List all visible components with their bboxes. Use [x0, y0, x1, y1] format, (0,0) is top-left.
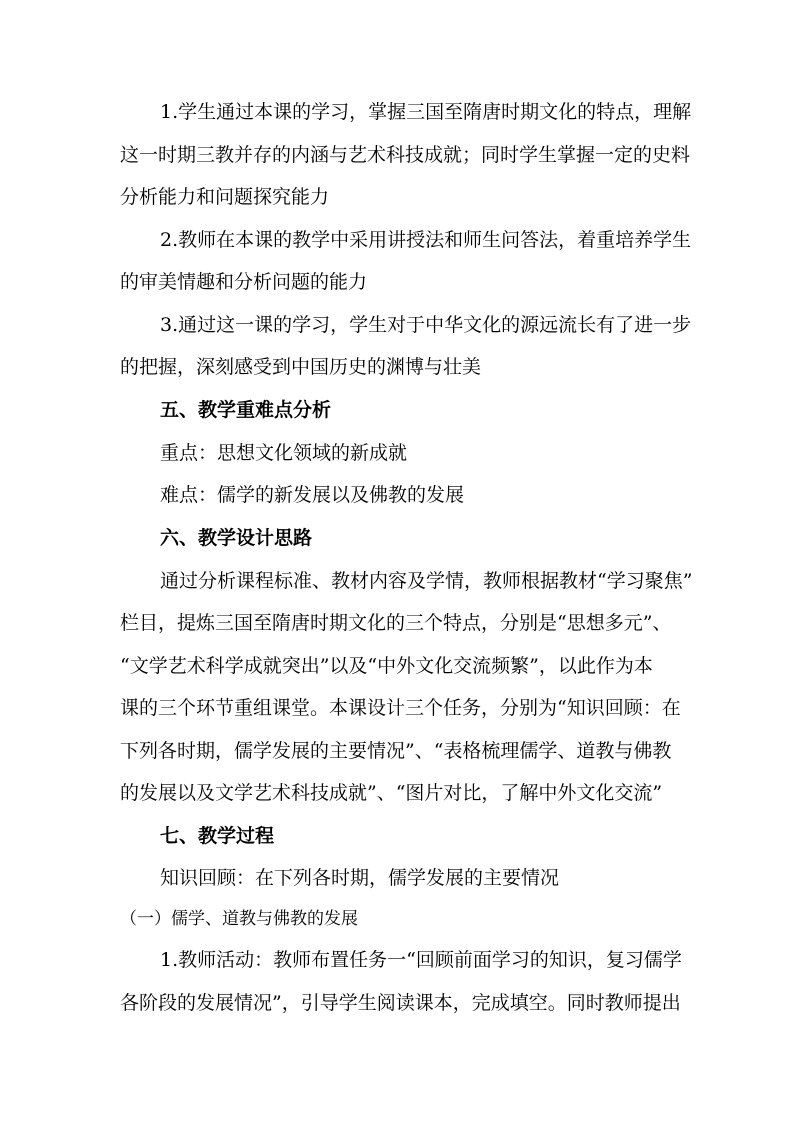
objective-2-line-2: 的审美情趣和分析问题的能力 — [120, 271, 368, 293]
design-line-6: 的发展以及文学艺术科技成就”、“图片对比，了解中外文化交流” — [120, 782, 663, 804]
teacher-activity-line-1: 1.教师活动：教师布置任务一“回顾前面学习的知识，复习儒学 — [160, 949, 682, 971]
objective-1-line-1: 1.学生通过本课的学习，掌握三国至隋唐时期文化的特点，理解 — [160, 101, 692, 123]
design-line-1: 通过分析课程标准、教材内容及学情，教师根据教材“学习聚焦” — [160, 570, 693, 592]
design-line-5: 下列各时期，儒学发展的主要情况”、“表格梳理儒学、道教与佛教 — [120, 740, 672, 762]
objective-3-line-2: 的把握，深刻感受到中国历史的渊博与壮美 — [120, 356, 482, 378]
teacher-activity-line-2: 各阶段的发展情况”，引导学生阅读课本，完成填空。同时教师提出 — [120, 992, 681, 1014]
section-5-heading: 五、教学重难点分析 — [160, 399, 332, 421]
difficult-point-line: 难点：儒学的新发展以及佛教的发展 — [160, 484, 465, 506]
objective-1-line-3: 分析能力和问题探究能力 — [120, 186, 330, 208]
design-line-2: 栏目，提炼三国至隋唐时期文化的三个特点，分别是“思想多元”、 — [120, 612, 672, 634]
design-line-4: 课的三个环节重组课堂。本课设计三个任务，分别为“知识回顾：在 — [120, 697, 681, 719]
design-line-3: “文学艺术科学成就突出”以及“中外文化交流频繁”，以此作为本 — [120, 655, 653, 677]
section-7-heading: 七、教学过程 — [160, 825, 275, 847]
objective-2-line-1: 2.教师在本课的教学中采用讲授法和师生问答法，着重培养学生 — [160, 229, 692, 251]
section-6-heading: 六、教学设计思路 — [160, 527, 313, 549]
review-line: 知识回顾：在下列各时期，儒学发展的主要情况 — [160, 867, 560, 889]
objective-3-line-1: 3.通过这一课的学习，学生对于中华文化的源远流长有了进一步 — [160, 314, 692, 336]
subsection-1-heading: （一）儒学、道教与佛教的发展 — [120, 909, 358, 929]
key-point-line: 重点：思想文化领域的新成就 — [160, 442, 408, 464]
objective-1-line-2: 这一时期三教并存的内涵与艺术科技成就；同时学生掌握一定的史料 — [120, 144, 691, 166]
